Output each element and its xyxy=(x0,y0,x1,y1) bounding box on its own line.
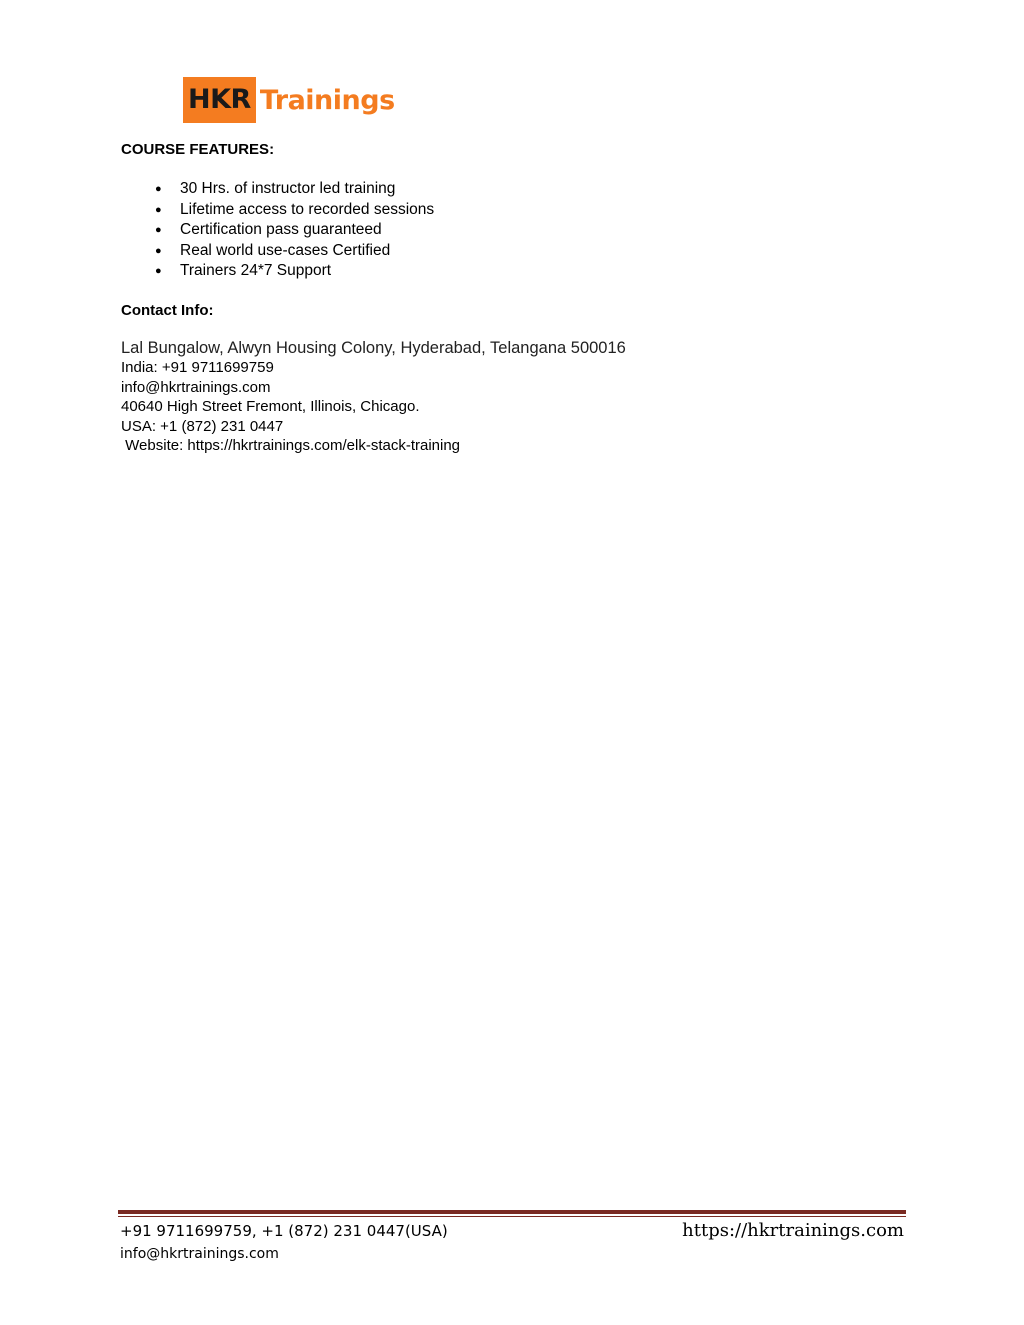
hkr-logo xyxy=(183,77,395,123)
logo-box-text: HKR xyxy=(183,77,256,123)
footer-url[interactable]: https://hkrtrainings.com xyxy=(682,1220,904,1241)
india-phone: India: +91 9711699759 xyxy=(121,359,274,376)
contact-block xyxy=(121,338,626,456)
contact-address: Lal Bungalow, Alwyn Housing Colony, Hyderabad, Telangana 500016 xyxy=(121,339,626,357)
usa-phone: USA: +1 (872) 231 0447 xyxy=(121,417,284,435)
course-features-list xyxy=(155,179,434,282)
bullet-icon: ● xyxy=(155,265,162,277)
bullet-icon: ● xyxy=(155,244,162,257)
course-features-heading: COURSE FEATURES: xyxy=(121,141,275,158)
bullet-icon: ● xyxy=(155,203,162,216)
list-item: ● Lifetime access to recorded sessions xyxy=(155,200,434,221)
footer-email[interactable]: info@hkrtrainings.com xyxy=(120,1246,279,1262)
list-item: ● Real world use-cases Certified xyxy=(155,241,434,262)
logo-wordmark: Trainings xyxy=(259,84,395,116)
bullet-icon: ● xyxy=(155,183,162,195)
footer-divider xyxy=(118,1210,906,1214)
footer-divider-thin xyxy=(118,1216,906,1217)
website-link[interactable]: Website: https://hkrtrainings.com/elk-stack-training xyxy=(121,437,461,454)
contact-info-heading: Contact Info: xyxy=(121,302,214,319)
list-item: ● Certification pass guaranteed xyxy=(155,220,434,241)
list-item: ● 30 Hrs. of instructor led training xyxy=(155,179,434,200)
contact-email[interactable]: info@hkrtrainings.com xyxy=(121,378,271,396)
footer-phones: +91 9711699759, +1 (872) 231 0447(USA) xyxy=(120,1222,448,1240)
bullet-icon: ● xyxy=(155,224,162,236)
us-address: 40640 High Street Fremont, Illinois, Chicago. xyxy=(121,398,420,415)
list-item: ● Trainers 24*7 Support xyxy=(155,261,434,282)
